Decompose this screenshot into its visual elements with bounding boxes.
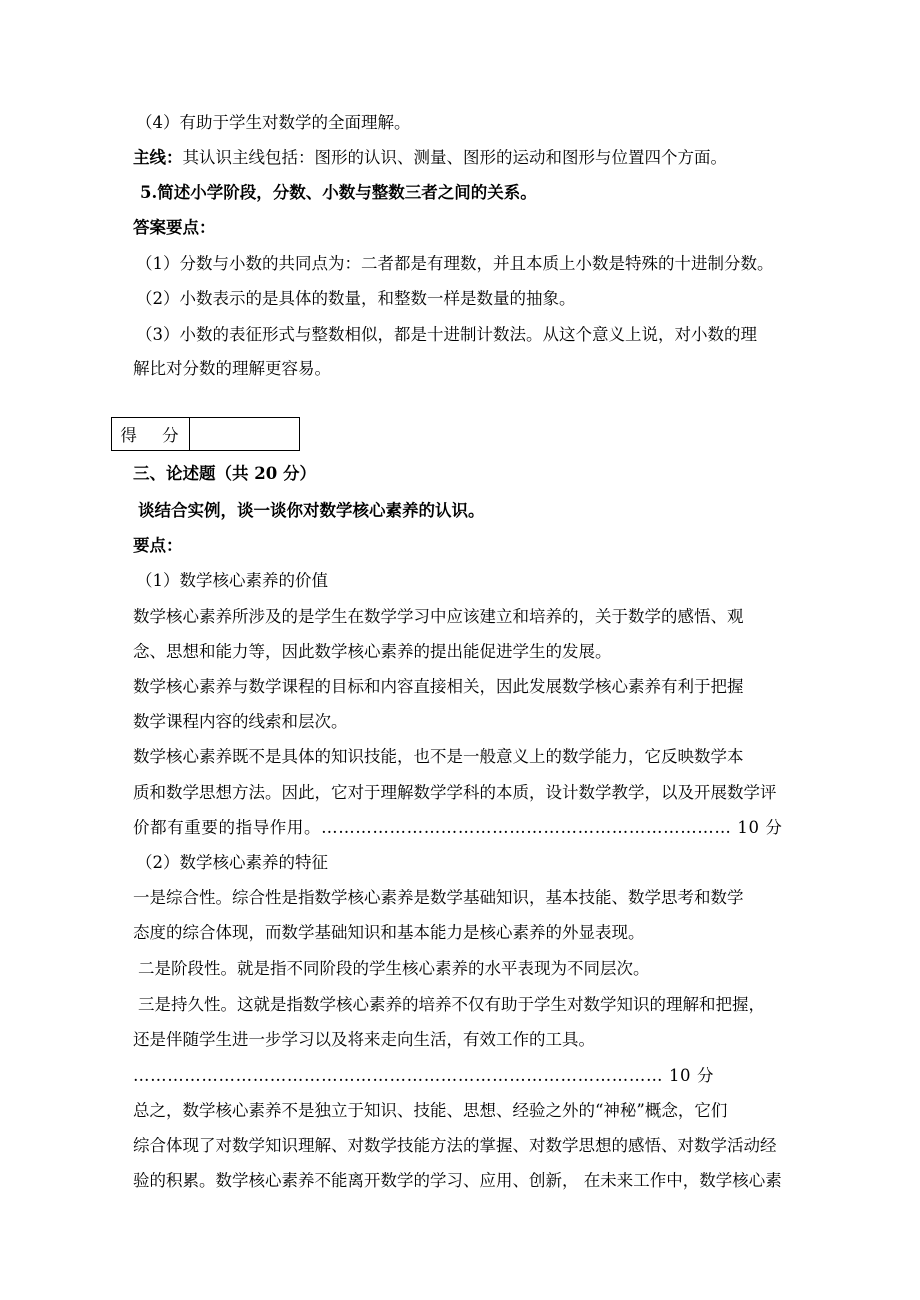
score-box — [111, 417, 300, 451]
paragraph-1-line-1: 数学核心素养所涉及的是学生在数学学习中应该建立和培养的，关于数学的感悟、观 — [133, 607, 744, 626]
question-5-title: 5.简述小学阶段，分数、小数与整数三者之间的关系。 — [140, 183, 537, 202]
score-line-2: ………………………………………………………………………………… 10 分 — [133, 1066, 715, 1085]
answer-points-label: 答案要点： — [133, 218, 216, 237]
paragraph-2-line-1: 数学核心素养与数学课程的目标和内容直接相关，因此发展数学核心素养有利于把握 — [133, 677, 744, 696]
answer-point-2: （2）小数表示的是具体的数量，和整数一样是数量的抽象。 — [136, 289, 576, 308]
essay-point-1-title: （1）数学核心素养的价值 — [136, 571, 328, 590]
summary-line-1: 总之，数学核心素养不是独立于知识、技能、思想、经验之外的“神秘”概念，它们 — [133, 1101, 728, 1120]
answer-point-1: （1）分数与小数的共同点为：二者都是有理数，并且本质上小数是特殊的十进制分数。 — [136, 254, 774, 273]
paragraph-3-line-2: 质和数学思想方法。因此，它对于理解数学学科的本质，设计数学教学，以及开展数学评 — [133, 783, 777, 802]
summary-line-3: 验的积累。数学核心素养不能离开数学的学习、应用、创新， 在未来工作中，数学核心素 — [133, 1171, 782, 1190]
main-line-label: 主线： — [133, 148, 183, 167]
item-4: （4）有助于学生对数学的全面理解。 — [136, 113, 411, 132]
essay-points-label: 要点： — [133, 536, 183, 555]
score-value — [190, 418, 299, 450]
feature-2: 二是阶段性。就是指不同阶段的学生核心素养的水平表现为不同层次。 — [138, 959, 650, 978]
feature-3-line-2: 还是伴随学生进一步学习以及将来走向生活，有效工作的工具。 — [133, 1030, 595, 1049]
summary-line-2: 综合体现了对数学知识理解、对数学技能方法的掌握、对数学思想的感悟、对数学活动经 — [133, 1136, 777, 1155]
main-line-paragraph — [133, 147, 833, 169]
score-label: 得 分 — [112, 418, 190, 450]
essay-point-2-title: （2）数学核心素养的特征 — [136, 853, 328, 872]
feature-1-line-1: 一是综合性。综合性是指数学核心素养是数学基础知识，基本技能、数学思考和数学 — [133, 888, 744, 907]
main-line-text: 其认识主线包括：图形的认识、测量、图形的运动和图形与位置四个方面。 — [182, 148, 727, 167]
paragraph-3-line-3: 价都有重要的指导作用。……………………………………………………………… 10 分 — [133, 818, 783, 837]
answer-point-3: （3）小数的表征形式与整数相似，都是十进制计数法。从这个意义上说，对小数的理 — [136, 325, 757, 344]
answer-point-3-cont: 解比对分数的理解更容易。 — [133, 359, 331, 378]
paragraph-1-line-2: 念、思想和能力等，因此数学核心素养的提出能促进学生的发展。 — [133, 642, 612, 661]
section-3-title: 三、论述题（共 20 分） — [133, 464, 316, 483]
feature-1-line-2: 态度的综合体现，而数学基础知识和基本能力是核心素养的外显表现。 — [133, 923, 645, 942]
paragraph-3-line-1: 数学核心素养既不是具体的知识技能，也不是一般意义上的数学能力，它反映数学本 — [133, 747, 744, 766]
essay-question: 谈结合实例，谈一谈你对数学核心素养的认识。 — [138, 501, 485, 520]
feature-3-line-1: 三是持久性。这就是指数学核心素养的培养不仅有助于学生对数学知识的理解和把握， — [138, 995, 765, 1014]
paragraph-2-line-2: 数学课程内容的线索和层次。 — [133, 712, 348, 731]
